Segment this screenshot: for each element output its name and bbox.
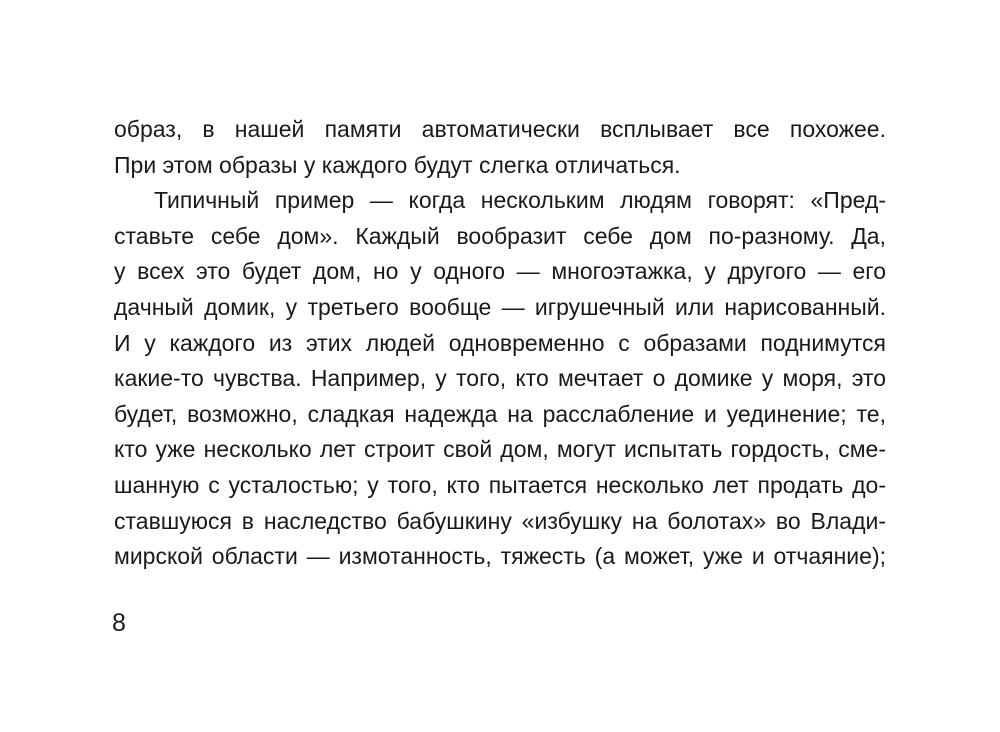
page-number: 8 bbox=[112, 609, 126, 637]
text-line: образ, в нашей памяти автоматически всплывает все похожее. bbox=[114, 116, 886, 142]
text-line: какие-то чувства. Например, у того, кто мечтает о домике у моря, это bbox=[114, 365, 886, 392]
text-line: ставшуюся в наследство бабушкину «избушку на болотах» во Влади- bbox=[114, 507, 886, 534]
text-line: ставьте себе дом». Каждый вообразит себе дом по-разному. Да, bbox=[114, 222, 886, 249]
text-line: шанную с усталостью; у того, кто пытается несколько лет продать до- bbox=[114, 471, 886, 498]
text-line: мирской области — измотанность, тяжесть (а может, уже и отчаяние); bbox=[114, 543, 886, 570]
text-line: кто уже несколько лет строит свой дом, могут испытать гордость, сме- bbox=[114, 436, 886, 463]
text-line: Типичный пример — когда нескольким людям говорят: «Пред- bbox=[154, 187, 886, 214]
text-line: И у каждого из этих людей одновременно с образами поднимутся bbox=[114, 329, 886, 356]
text-line: будет, возможно, сладкая надежда на расслабление и уединение; те, bbox=[114, 400, 886, 427]
text-line: у всех это будет дом, но у одного — многоэтажка, у другого — его bbox=[114, 258, 886, 285]
body-text bbox=[114, 112, 886, 575]
text-line: дачный домик, у третьего вообще — игрушечный или нарисованный. bbox=[114, 293, 886, 320]
text-line: При этом образы у каждого будут слегка отличаться. bbox=[114, 151, 681, 178]
